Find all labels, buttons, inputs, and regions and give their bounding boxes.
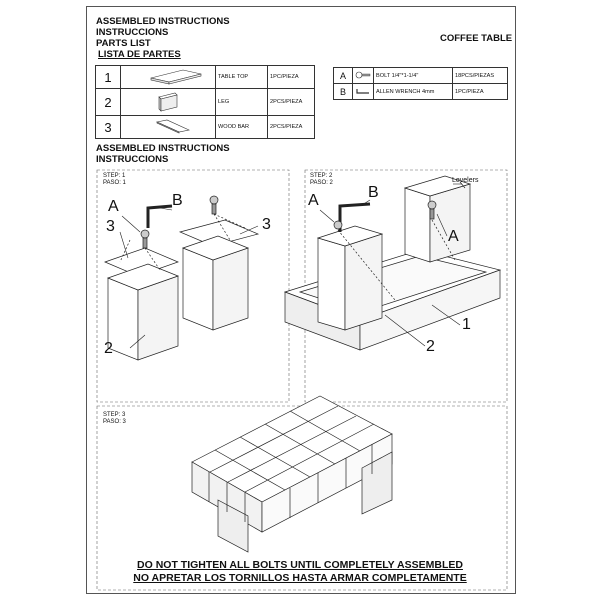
warning-es: NO APRETAR LOS TORNILLOS HASTA ARMAR COMPLETAMENTE: [133, 572, 467, 584]
callout-a: A: [308, 192, 319, 209]
title-es: INSTRUCCIONS: [96, 27, 169, 38]
hardware-letter: B: [334, 84, 353, 100]
callout-a: A: [448, 228, 459, 245]
part-qty: 1PC/PIEZA: [268, 66, 315, 89]
hardware-name: ALLEN WRENCH 4mm: [374, 84, 453, 100]
step3-es: PASO: 3: [103, 419, 126, 425]
title-en: ASSEMBLED INSTRUCTIONS: [96, 16, 230, 27]
callout-a: A: [108, 198, 119, 215]
callout-1: 1: [462, 316, 471, 333]
step1-drawing: [105, 196, 258, 360]
assembly-title-es: INSTRUCCIONS: [96, 154, 169, 165]
hardware-qty: 18PCS/PIEZAS: [452, 68, 507, 84]
product-name: COFFEE TABLE: [440, 33, 513, 44]
part-qty: 2PCS/PIEZA: [268, 116, 315, 139]
lista-label: LISTA DE PARTES: [98, 49, 181, 60]
callout-2: 2: [104, 340, 113, 357]
callout-3: 3: [262, 216, 271, 233]
part-name: LEG: [216, 89, 268, 116]
step1-es: PASO: 1: [103, 180, 126, 186]
part-number: 2: [96, 89, 121, 116]
part-qty: 2PCS/PIEZA: [268, 89, 315, 116]
assembly-title-en: ASSEMBLED INSTRUCTIONS: [96, 143, 230, 154]
part-number: 1: [96, 66, 121, 89]
step2-label: [310, 173, 333, 187]
hardware-name: BOLT 1/4"*1-1/4": [374, 68, 453, 84]
step1-en: STEP: 1: [103, 173, 126, 179]
hardware-letter: A: [334, 68, 353, 84]
callout-3: 3: [106, 218, 115, 235]
step3-label: [103, 412, 126, 426]
part-number: 3: [96, 116, 121, 139]
callout-2: 2: [426, 338, 435, 355]
hardware-qty: 1PC/PIEZA: [452, 84, 507, 100]
callout-b: B: [172, 192, 183, 209]
step2-es: PASO: 2: [310, 180, 333, 186]
part-name: TABLE TOP: [216, 66, 268, 89]
parts-list-label: PARTS LIST: [96, 38, 151, 49]
step3-drawing: [192, 396, 392, 552]
part-name: WOOD BAR: [216, 116, 268, 139]
warning-en: DO NOT TIGHTEN ALL BOLTS UNTIL COMPLETELY ASSEMBLED: [137, 559, 463, 571]
levelers-label: Levelers: [452, 177, 479, 184]
step1-label: [103, 173, 126, 187]
step3-en: STEP: 3: [103, 412, 126, 418]
callout-b: B: [368, 184, 379, 201]
step2-en: STEP: 2: [310, 173, 333, 179]
